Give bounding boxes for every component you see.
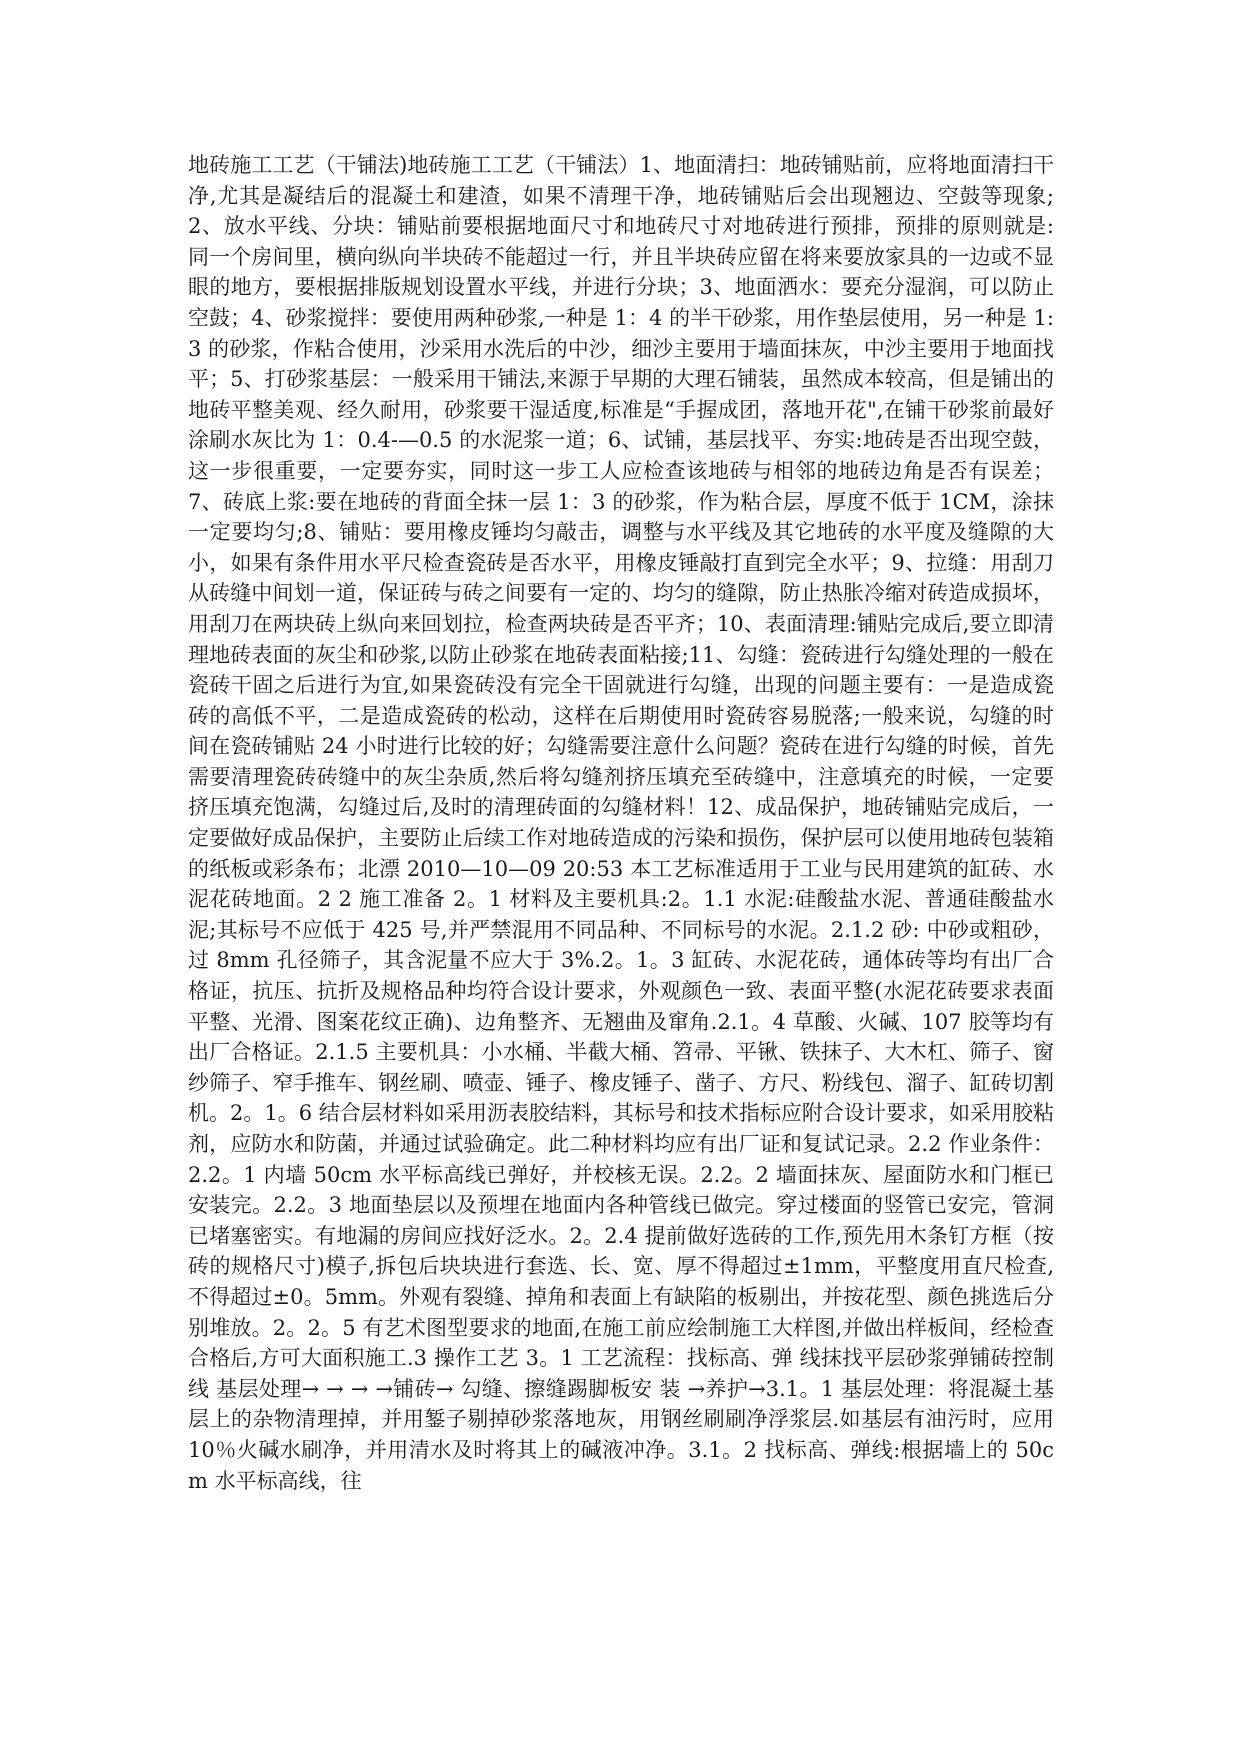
document-body-text: 地砖施工工艺（干铺法)地砖施工工艺（干铺法）1、地面清扫：地砖铺贴前，应将地面清扫干净,尤其是凝结后的混凝土和建渣，如果不清理干净，地砖铺贴后会出现翘边、空鼓等现象;2、放水平线、分块：铺贴前要根据地面尺寸和地砖尺寸对地砖进行预排，预排的原则就是: 同一个房间里，横向纵向半块砖不能超过一行，并且半块砖应留在将来要放家具的一边或不显眼的地方，要根据排版规划设置水平线，并进行分块；3、地面洒水：要充分湿润，可以防止空鼓；4、砂浆搅拌：要使用两种砂浆,一种是 1：4 的半干砂浆，用作垫层使用，另一种是 1:3 的砂浆，作粘合使用，沙采用水洗后的中沙，细沙主要用于墙面抹灰，中沙主要用于地面找平；5、打砂浆基层：一般采用干铺法,来源于早期的大理石铺装，虽然成本较高，但是铺出的地砖平整美观、经久耐用，砂浆要干湿适度,标准是“手握成团，落地开花",在铺干砂浆前最好涂刷水灰比为 1：0.4-—0.5 的水泥浆一道；6、试铺，基层找平、夯实:地砖是否出现空鼓，这一步很重要，一定要夯实，同时这一步工人应检查该地砖与相邻的地砖边角是否有误差；7、砖底上浆:要在地砖的背面全抹一层 1：3 的砂浆，作为粘合层，厚度不低于 1CM，涂抹一定要均匀;8、铺贴：要用橡皮锤均匀敲击，调整与水平线及其它地砖的水平度及缝隙的大小，如果有条件用水平尺检查瓷砖是否水平，用橡皮锤敲打直到完全水平；9、拉缝：用刮刀从砖缝中间划一道，保证砖与砖之间要有一定的、均匀的缝隙，防止热胀冷缩对砖造成损坏，用刮刀在两块砖上纵向来回划拉，检查两块砖是否平齐；10、表面清理:铺贴完成后,要立即清理地砖表面的灰尘和砂浆,以防止砂浆在地砖表面粘接;11、勾缝：瓷砖进行勾缝处理的一般在瓷砖干固之后进行为宜,如果瓷砖没有完全干固就进行勾缝，出现的问题主要有：一是造成瓷砖的高低不平，二是造成瓷砖的松动，这样在后期使用时瓷砖容易脱落;一般来说，勾缝的时间在瓷砖铺贴 24 小时进行比较的好；勾缝需要注意什么问题？瓷砖在进行勾缝的时候，首先需要清理瓷砖砖缝中的灰尘杂质,然后将勾缝剂挤压填充至砖缝中，注意填充的时候，一定要挤压填充饱满，勾缝过后,及时的清理砖面的勾缝材料！12、成品保护，地砖铺贴完成后，一定要做好成品保护，主要防止后续工作对地砖造成的污染和损伤，保护层可以使用地砖包装箱的纸板或彩条布；北漂 2010—10—09 20:53 本工艺标准适用于工业与民用建筑的缸砖、水泥花砖地面。2 2 施工准备 2。1 材料及主要机具:2。1.1 水泥:硅酸盐水泥、普通硅酸盐水泥;其标号不应低于 425 号,并严禁混用不同品种、不同标号的水泥。2.1.2 砂: 中砂或粗砂，过 8mm 孔径筛子，其含泥量不应大于 3%.2。1。3 缸砖、水泥花砖，通体砖等均有出厂合格证，抗压、抗折及规格品种均符合设计要求，外观颜色一致、表面平整(水泥花砖要求表面平整、光滑、图案花纹正确)、边角整齐、无翘曲及窜角.2.1。4 草酸、火碱、107 胶等均有出厂合格证。2.1.5 主要机具：小水桶、半截大桶、笤帚、平锹、铁抹子、大木杠、筛子、窗纱筛子、窄手推车、钢丝刷、喷壶、锤子、橡皮锤子、凿子、方尺、粉线包、溜子、缸砖切割机。2。1。6 结合层材料如采用沥表胶结料，其标号和技术指标应附合设计要求，如采用胶粘剂，应防水和防菌，并通过试验确定。此二种材料均应有出厂证和复试记录。2.2 作业条件：2.2。1 内墙 50cm 水平标高线已弹好，并校核无误。2.2。2 墙面抹灰、屋面防水和门框已安装完。2.2。3 地面垫层以及预埋在地面内各种管线已做完。穿过楼面的竖管已安完，管洞已堵塞密实。有地漏的房间应找好泛水。2。2.4 提前做好选砖的工作,预先用木条钉方框（按砖的规格尺寸)模子,拆包后块块进行套选、长、宽、厚不得超过±1mm，平整度用直尺检查,不得超过±0。5mm。外观有裂缝、掉角和表面上有缺陷的板剔出，并按花型、颜色挑选后分别堆放。2。2。5 有艺术图型要求的地面,在施工前应绘制施工大样图,并做出样板间，经检查合格后,方可大面积施工.3 操作工艺 3。1 工艺流程：找标高、弹 线抹找平层砂浆弹铺砖控制线 基层处理→ → → →铺砖→ 勾缝、擦缝踢脚板安 装 →养护→3.1。1 基层处理：将混凝土基层上的杂物清理掉，并用錾子剔掉砂浆落地灰，用钢丝刷刷净浮浆层.如基层有油污时，应用 10％火碱水刷净，并用清水及时将其上的碱液冲净。3.1。2 找标高、弹线:根据墙上的 50cm 水平标高线，往 — [188, 153, 1054, 1493]
